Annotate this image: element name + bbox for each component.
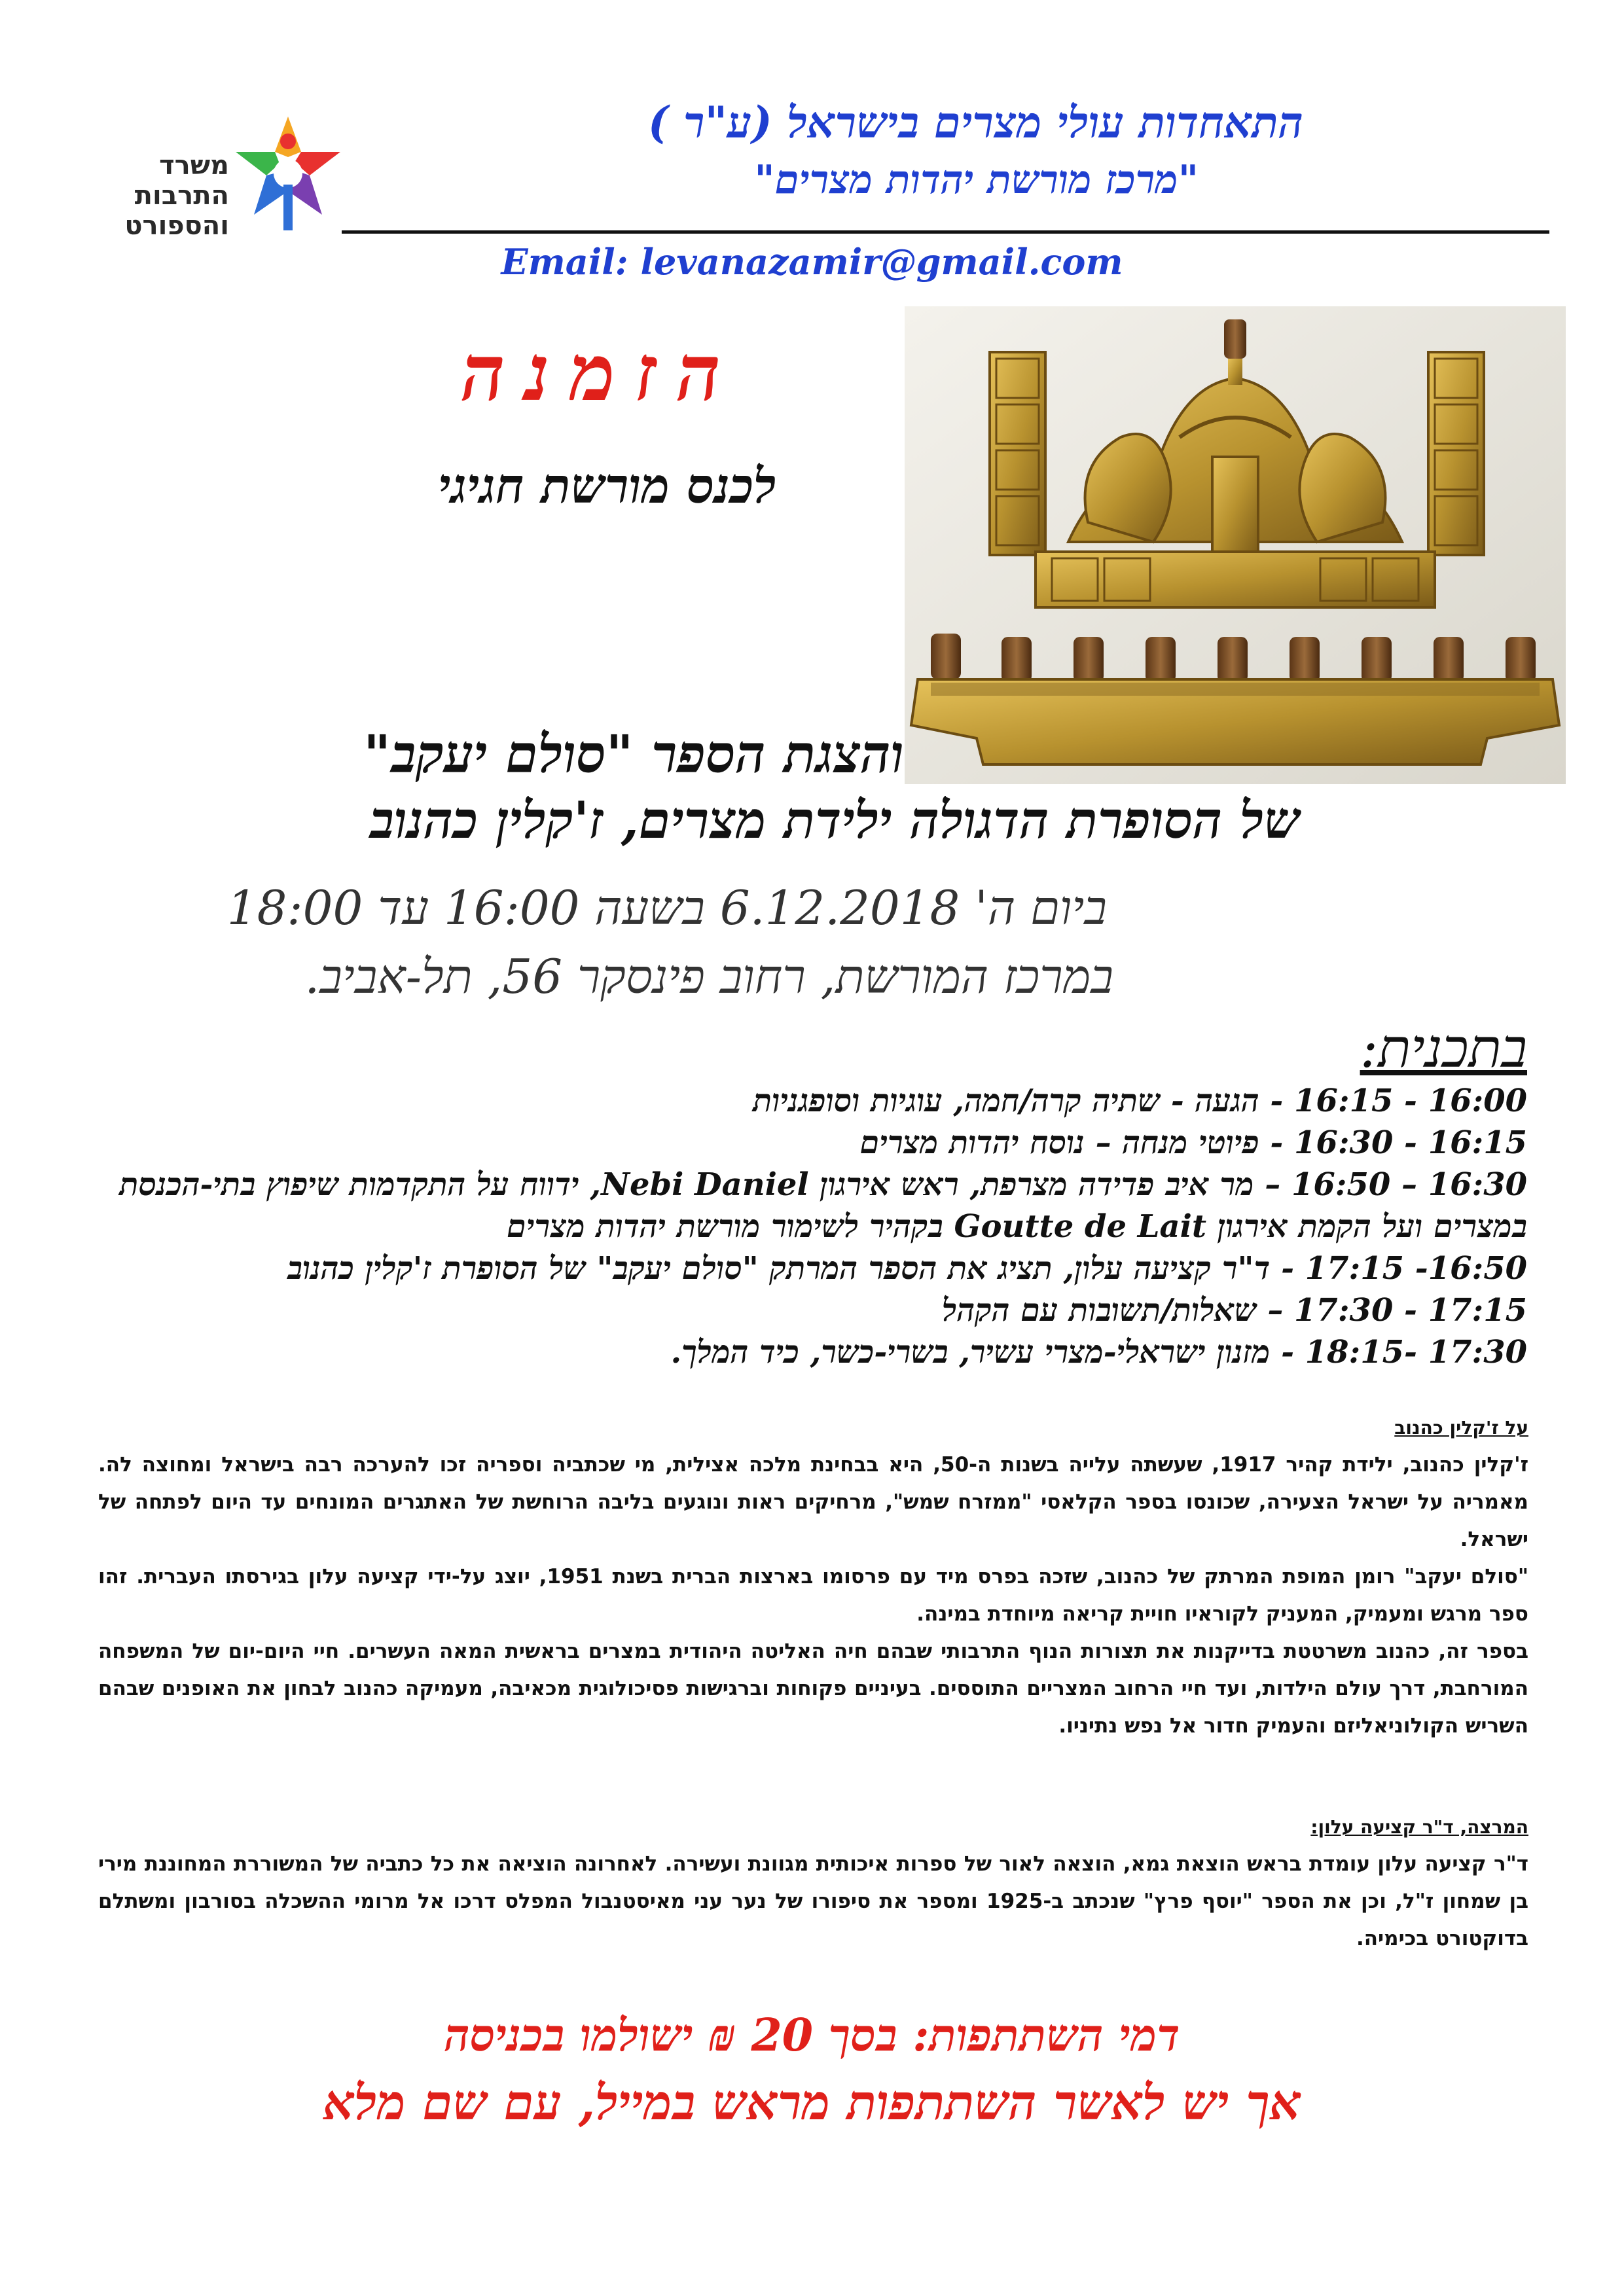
book-presentation-line: והצגת הספר "סולם יעקב" (363, 723, 904, 785)
bio-paragraph: בספר זה, כהנוב משרטטת בדייקנות את תצורות הנוף התרבותי שבהם חיה האליטה היהודית במצרים בראשית המאה העשרים. חיי היום-יום של המשפחה המורחבת, דרך עולם הילדות, ועד חיי הרחוב המצריים התוססים. בעיניים פקוחות וברגישות פסיכולוגית מכאיבה, מעמיקה כהנוב לבחון את האופנים שבהם השריש הקולוניאליזם והעמיק חדור אל נפש נתיניו. (98, 1640, 1528, 1738)
program-item: 17:30 -18:15 - מזנון ישראלי-מצרי עשיר, בשרי-כשר, כיד המלך. (670, 1334, 1527, 1371)
program-item: 17:15 - 17:30 – שאלות/תשובות עם הקהל (942, 1292, 1527, 1329)
logo-line: משרד (159, 151, 229, 181)
invitation-title: הזמנה (461, 327, 740, 418)
program-heading: בתכנית: (1360, 1018, 1527, 1080)
event-date-time: ביום ה' 6.12.2018 בשעה 16:00 עד 18:00 (226, 880, 1107, 935)
author-bio (98, 1446, 1528, 1745)
program-item: 16:50- 17:15 - ד"ר קציעה עלון, תציג את הספר המרתק "סולם יעקב" של הסופרת ז'קלין כהנוב (287, 1250, 1527, 1287)
registration-note: אך יש לאשר השתתפות מראש במייל, עם שם מלא (323, 2075, 1301, 2131)
menorah-photo (905, 306, 1566, 784)
logo-text (92, 151, 229, 241)
bio-paragraph: ד"ר קציעה עלון עומדת בראש הוצאת גמא, הוצאה לאור של ספרות איכותית מגוונת ועשירה. לאחרונה הוציאה את כל כתביה של המשוררת המחוננת מירי בן שמחון ז"ל, וכן את הספר "יוסף פרץ" שנכתב ב-1925 ומספר את סיפורו של נער עני מאיסטנבול המפלס דרכו אל מרומי ההשכלה בסורבון ומשתלם בדוקטורט בכימיה. (98, 1852, 1528, 1950)
organization-name: התאחדות עולי מצרים בישראל (ע"ר ) (647, 97, 1303, 148)
heritage-center-name: "מרכז מורשת יהדות מצרים" (754, 157, 1199, 203)
bio-paragraph: ז'קלין כהנוב, ילידת קהיר 1917, שעשתה עלייה בשנות ה-50, היא בבחינת מלכה אצילית, מי שכתביה וספריה זכו להערכה רבה בישראל ומחוצה לה. מאמריה על ישראל הצעירה, שכונסו בספר הקלאסי "ממזרח שמש", מרחיקים ראות ונוגעים בליבה הרוחשת של האתגרים המונחים עד היום לפתחה של ישראל. (98, 1453, 1528, 1551)
program-item: 16:30 – 16:50 – מר איב פדידה מצרפת, ראש אירגון Nebi Daniel, ידווח על התקדמות שיפוץ בתי-הכנסת במצרים ועל הקמת אירגון Goutte de Lait בקהיר לשימור מורשת יהדות מצרים (119, 1166, 1527, 1245)
lecturer-bio (98, 1846, 1528, 1958)
program-list (74, 1080, 1527, 1373)
invitation-subtitle: לכנס מורשת חגיגי (438, 458, 776, 514)
header-divider (342, 230, 1549, 234)
star-logo-icon (232, 111, 344, 242)
event-location: במרכז המורשת, רחוב פינסקר 56, תל-אביב. (304, 949, 1113, 1004)
program-item: 16:15 - 16:30 - פיוטי מנחה – נוסח יהדות מצרים (859, 1124, 1527, 1161)
participation-fee: דמי השתתפות: בסך 20 ₪ ישולמו בכניסה (444, 2009, 1180, 2062)
author-line: של הסופרת הדגולה ילידת מצרים, ז'קלין כהנוב (369, 791, 1300, 850)
lecturer-bio-heading: המרצה, ד"ר קציעה עלון: (1310, 1816, 1528, 1838)
bio-paragraph: "סולם יעקב" רומן המופת המרתק של כהנוב, שזכה בפרס מיד עם פרסומו בארצות הברית בשנת 1951, יוצג על-ידי קציעה עלון בגירסתו העברית. זהו ספר מרגש ומעמיק, המעניק לקוראיו חויית קריאה מיוחדת במינה. (98, 1565, 1528, 1626)
contact-email[interactable]: Email: levanazamir@gmail.com (501, 241, 1123, 283)
logo-line: התרבות (134, 181, 229, 211)
logo-line: והספורט (124, 211, 229, 241)
program-item: 16:00 - 16:15 - הגעה - שתיה קרה/חמה, עוגיות וסופגניות (752, 1083, 1527, 1119)
author-bio-heading: על ז'קלין כהנוב (1394, 1417, 1528, 1439)
